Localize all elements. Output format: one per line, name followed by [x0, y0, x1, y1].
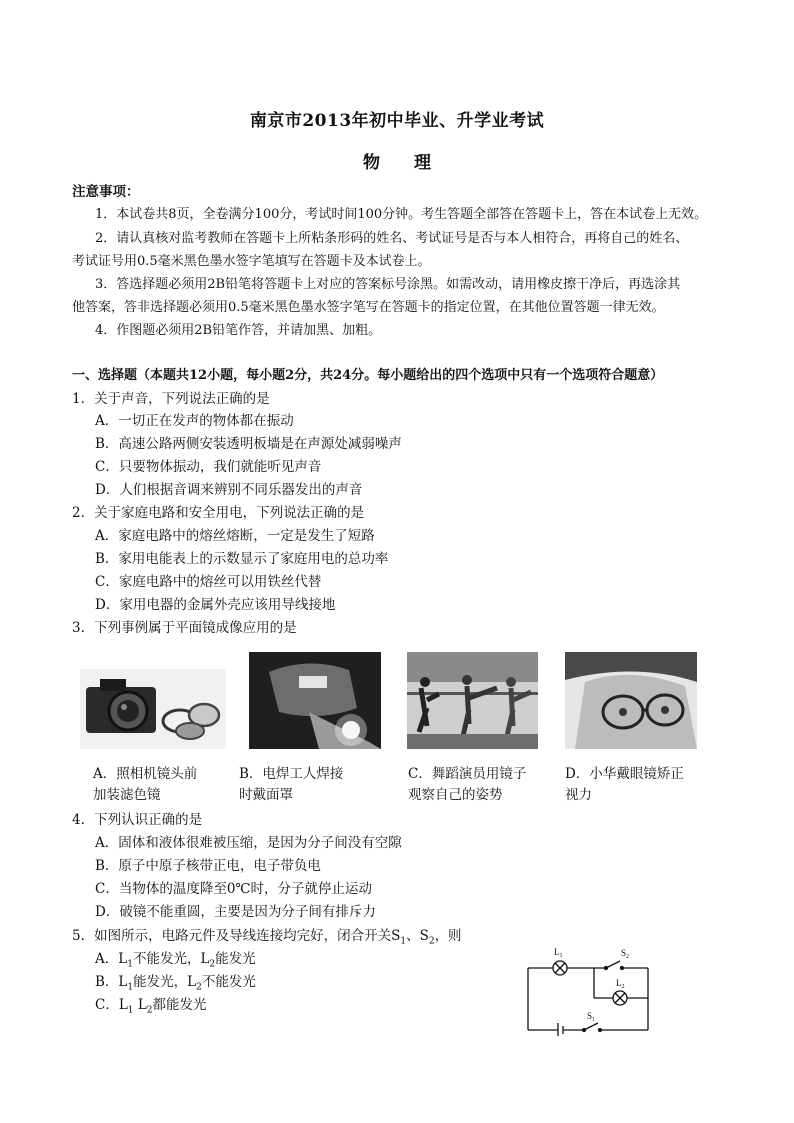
exam-subject: 物 理	[363, 153, 431, 173]
circuit-label-l1: $L_1$	[554, 947, 563, 959]
q5-a-sub-2: 2	[209, 959, 216, 970]
q5-b-text-a: B．L	[95, 974, 128, 990]
photo-welder-mask	[249, 652, 381, 749]
q3-option-b-line2: 时戴面罩	[239, 787, 293, 803]
q5-b-text-c: 不能发光	[201, 974, 256, 990]
q5-stem	[72, 927, 462, 951]
q5-a-sub-1: 1	[127, 959, 133, 970]
notice-heading: 注意事项：	[72, 184, 140, 200]
q5-stem-text-a: 5．如图所示，电路元件及导线连接均完好，闭合开关S	[72, 928, 401, 944]
q5-option-b	[95, 973, 256, 997]
circuit-label-s2: $S_2$	[621, 948, 630, 960]
q3-option-d-line1: D．小华戴眼镜矫正	[565, 766, 684, 782]
q3-option-a	[93, 764, 197, 806]
q3-option-a-line1: A．照相机镜头前	[93, 766, 198, 782]
q1-option-b: B．高速公路两侧安装透明板墙是在声源处减弱噪声	[95, 436, 402, 452]
q3-stem: 3．下列事例属于平面镜成像应用的是	[72, 620, 297, 636]
q5-b-text-b: 能发光，L	[133, 974, 197, 990]
q2-stem: 2．关于家庭电路和安全用电，下列说法正确的是	[72, 505, 365, 521]
section-heading: 一、选择题（本题共12小题，每小题2分，共24分。每小题给出的四个选项中只有一个选项符合题意）	[72, 368, 664, 383]
q5-b-sub-1: 1	[127, 982, 134, 993]
notice-item-2: 2．请认真核对监考教师在答题卡上所粘条形码的姓名、考试证号是否与本人相符合，再将自己的姓名、	[95, 231, 689, 246]
photo-camera-filter	[80, 669, 226, 749]
q5-a-text-b: 不能发光，L	[132, 951, 210, 967]
q2-option-a: A．家庭电路中的熔丝熔断，一定是发生了短路	[95, 528, 375, 544]
q4-option-d: D．破镜不能重圆，主要是因为分子间有排斥力	[95, 904, 376, 920]
q3-option-d	[565, 764, 684, 806]
q2-option-c: C．家庭电路中的熔丝可以用铁丝代替	[95, 574, 322, 590]
q5-c-text-b: L	[133, 997, 147, 1013]
q4-option-a: A．固体和液体很难被压缩，是因为分子间没有空隙	[95, 835, 402, 851]
q5-b-sub-2: 2	[196, 982, 202, 993]
q5-option-c	[95, 996, 207, 1020]
q5-c-text-c: 都能发光	[152, 997, 207, 1013]
q3-option-c-line1: C．舞蹈演员用镜子	[408, 766, 527, 782]
q3-option-b	[239, 764, 343, 806]
q2-option-b: B．家用电能表上的示数显示了家庭用电的总功率	[95, 551, 389, 567]
q5-stem-text-c: ，则	[434, 928, 462, 944]
notice-item-3: 3．答选择题必须用2B铅笔将答题卡上对应的答案标号涂黑。如需改动，请用橡皮擦干净后，再选涂其	[95, 277, 681, 292]
q1-stem: 1．关于声音，下列说法正确的是	[72, 391, 270, 407]
circuit-label-s1: $S_1$	[587, 1011, 596, 1023]
q1-option-d: D．人们根据音调来辨别不同乐器发出的声音	[95, 482, 363, 498]
q5-stem-text-b: 、S	[406, 928, 429, 944]
q3-option-b-line1: B．电焊工人焊接	[239, 766, 344, 782]
q1-option-c: C．只要物体振动，我们就能听见声音	[95, 459, 322, 475]
q5-a-text-a: A．L	[95, 951, 128, 967]
q3-option-a-line2: 加装滤色镜	[93, 787, 161, 803]
q3-option-c	[408, 764, 526, 806]
q2-option-d: D．家用电器的金属外壳应该用导线接地	[95, 597, 336, 613]
q5-c-sub-2: 2	[146, 1005, 153, 1016]
exam-title: 南京市2013年初中毕业、升学业考试	[249, 111, 545, 131]
q5-a-text-c: 能发光	[215, 951, 256, 967]
circuit-label-l2: $L_2$	[616, 978, 625, 990]
q5-circuit-diagram	[524, 944, 654, 1036]
q1-option-a: A．一切正在发声的物体都在振动	[95, 413, 294, 429]
photo-girl-glasses	[565, 652, 697, 749]
notice-item-4: 4．作图题必须用2B铅笔作答，并请加黑、加粗。	[95, 323, 382, 338]
q5-stem-sub-2: 2	[428, 936, 435, 947]
q5-c-sub-1: 1	[127, 1005, 134, 1016]
q4-option-b: B．原子中原子核带正电，电子带负电	[95, 858, 321, 874]
q5-stem-sub-1: 1	[400, 936, 407, 947]
q5-c-text-a: C．L	[95, 997, 128, 1013]
q5-option-a	[95, 950, 256, 974]
photo-dancers-mirror	[407, 652, 538, 749]
notice-item-1: 1．本试卷共8页，全卷满分100分，考试时间100分钟。考生答题全部答在答题卡上，答在本试卷上无效。	[95, 207, 708, 222]
q4-option-c: C．当物体的温度降至0℃时，分子就停止运动	[95, 881, 373, 897]
q3-option-d-line2: 视力	[565, 787, 592, 803]
notice-item-3-cont: 他答案，答非选择题必须用0.5毫米黑色墨水签字笔写在答题卡的指定位置，在其他位置答题一律无效。	[72, 300, 665, 315]
q3-option-c-line2: 观察自己的姿势	[408, 787, 503, 803]
q4-stem: 4．下列认识正确的是	[72, 812, 203, 828]
notice-item-2-cont: 考试证号用0.5毫米黑色墨水签字笔填写在答题卡及本试卷上。	[72, 254, 431, 269]
